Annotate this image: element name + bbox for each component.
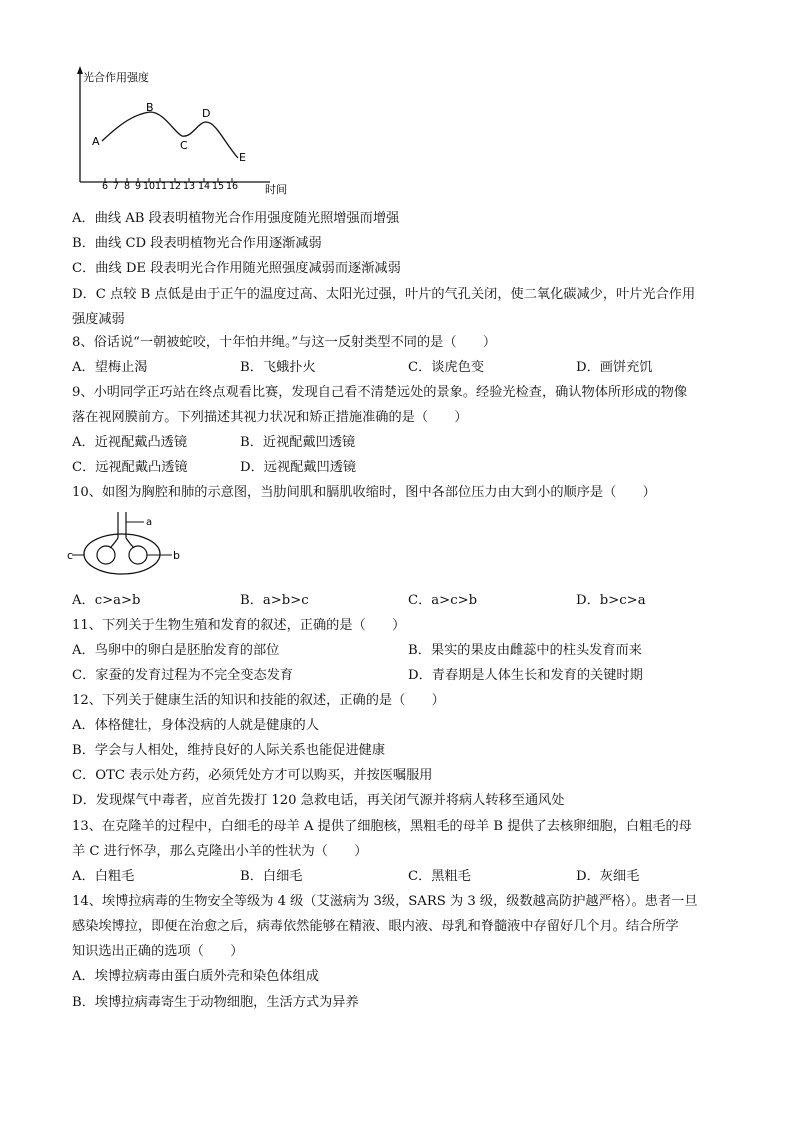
q14-option-a: A．埃博拉病毒由蛋白质外壳和染色体组成 <box>72 969 319 984</box>
q14-stem-line2: 感染埃博拉，即便在治愈之后，病毒依然能够在精液、眼内液、母乳和脊髓液中存留好几个月。结合所学 <box>72 919 679 934</box>
q12-option-c: C．OTC 表示处方药，必须凭处方才可以购买，并按医嘱服用 <box>72 768 433 783</box>
x-tick-label: 13 <box>182 181 196 192</box>
q14-stem-line1: 14、埃博拉病毒的生物安全等级为 4 级（艾滋病为 3级，SARS 为 3 级，级数越高防护越严格）。患者一旦 <box>72 894 698 909</box>
x-tick-label: 7 <box>112 181 120 192</box>
x-tick-label: 10 <box>142 181 156 192</box>
diagram-label-c: c <box>66 549 73 562</box>
q8-option-d: D．画饼充饥 <box>576 360 653 375</box>
q8-option-a: A．望梅止渴 <box>72 360 148 375</box>
q9-option-a: A．近视配戴凸透镜 <box>72 435 188 450</box>
q11-option-b: B．果实的果皮由雌蕊中的柱头发育而来 <box>408 643 642 658</box>
q9-stem-line2: 落在视网膜前方。下列描述其视力状况和矫正措施准确的是（ ） <box>72 410 468 425</box>
x-tick-label: 15 <box>211 181 225 192</box>
q13-stem-line2: 羊 C 进行怀孕，那么克隆出小羊的性状为（ ） <box>72 844 368 859</box>
q11-option-c: C．家蚕的发育过程为不完全变态发育 <box>72 668 294 683</box>
q13-option-b: B．白细毛 <box>240 869 303 884</box>
photosynthesis-curve <box>102 112 238 158</box>
x-tick-label: 8 <box>123 181 131 192</box>
q9-option-b: B．近视配戴凹透镜 <box>240 435 356 450</box>
q13-option-a: A．白粗毛 <box>72 869 135 884</box>
x-tick-label: 9 <box>134 181 142 192</box>
x-tick-label: 16 <box>225 181 239 192</box>
q13-stem-line1: 13、在克隆羊的过程中，白细毛的母羊 A 提供了细胞核，黑粗毛的母羊 B 提供了去核卵细胞，白粗毛的母 <box>72 819 692 834</box>
q10-option-c: C．a>c>b <box>408 593 478 608</box>
q7-option-b: B．曲线 CD 段表明植物光合作用逐渐减弱 <box>72 236 322 251</box>
q7-option-a: A．曲线 AB 段表明植物光合作用强度随光照增强而增强 <box>72 211 400 226</box>
x-tick-label: 6 <box>101 181 109 192</box>
point-label: B <box>146 101 154 114</box>
q12-option-d: D．发现煤气中毒者，应首先拨打 120 急救电话，再关闭气源并将病人转移至通风处 <box>72 793 565 808</box>
q7-option-d: D．C 点较 B 点低是由于正午的温度过高、太阳光过强，叶片的气孔关闭，使二氧化碳减少，叶片光合作用 <box>72 287 696 302</box>
x-axis-label: 时间 <box>265 183 287 196</box>
q12-option-b: B．学会与人相处，维持良好的人际关系也能促进健康 <box>72 743 386 758</box>
q11-option-d: D．青春期是人体生长和发育的关键时期 <box>408 668 643 683</box>
q8-option-c: C．谈虎色变 <box>408 360 485 375</box>
x-tick-label: 12 <box>168 181 182 192</box>
q10-option-d: D．b>c>a <box>576 593 646 608</box>
diagram-label-a: a <box>146 517 153 528</box>
point-label: E <box>239 151 246 164</box>
q8-stem: 8、俗话说“一朝被蛇咬，十年怕井绳。”与这一反射类型不同的是（ ） <box>72 335 497 350</box>
q13-option-c: C．黑粗毛 <box>408 869 471 884</box>
q12-stem: 12、下列关于健康生活的知识和技能的叙述，正确的是（ ） <box>72 693 445 708</box>
y-axis-label: 光合作用强度 <box>83 71 149 84</box>
q14-option-b: B．埃博拉病毒寄生于动物细胞，生活方式为异养 <box>72 995 359 1010</box>
q8-option-b: B．飞蛾扑火 <box>240 360 316 375</box>
q7-option-d-cont: 强度减弱 <box>72 312 125 327</box>
q13-option-d: D．灰细毛 <box>576 869 640 884</box>
photosynthesis-graph <box>72 62 302 198</box>
q9-option-d: D．远视配戴凹透镜 <box>240 460 357 475</box>
q7-option-c: C．曲线 DE 段表明光合作用随光照强度减弱而逐渐减弱 <box>72 261 401 276</box>
diagram-label-b: b <box>173 549 180 562</box>
point-label: D <box>202 107 211 120</box>
q10-stem: 10、如图为胸腔和肺的示意图，当肋间肌和膈肌收缩时，图中各部位压力由大到小的顺序是（ ） <box>72 485 656 500</box>
q10-option-b: B．a>b>c <box>240 593 309 608</box>
q10-option-a: A．c>a>b <box>72 593 141 608</box>
right-lung <box>129 546 147 564</box>
q12-option-a: A．体格健壮，身体没病的人就是健康的人 <box>72 718 319 733</box>
x-tick-label: 14 <box>197 181 211 192</box>
thorax-lung-diagram <box>66 510 190 590</box>
left-lung <box>97 546 115 564</box>
q11-option-a: A．鸟卵中的卵白是胚胎发育的部位 <box>72 643 280 658</box>
q14-stem-line3: 知识选出正确的选项（ ） <box>72 944 244 959</box>
point-label: C <box>180 139 188 152</box>
q9-option-c: C．远视配戴凸透镜 <box>72 460 188 475</box>
thoracic-cavity <box>84 534 160 574</box>
point-label: A <box>92 135 100 148</box>
q9-stem-line1: 9、小明同学正巧站在终点观看比赛，发现自己看不清楚远处的景象。经验光检查，确认物体所形成的物像 <box>72 385 688 400</box>
q11-stem: 11、下列关于生物生殖和发育的叙述，正确的是（ ） <box>72 618 406 633</box>
x-tick-label: 11 <box>154 181 168 192</box>
